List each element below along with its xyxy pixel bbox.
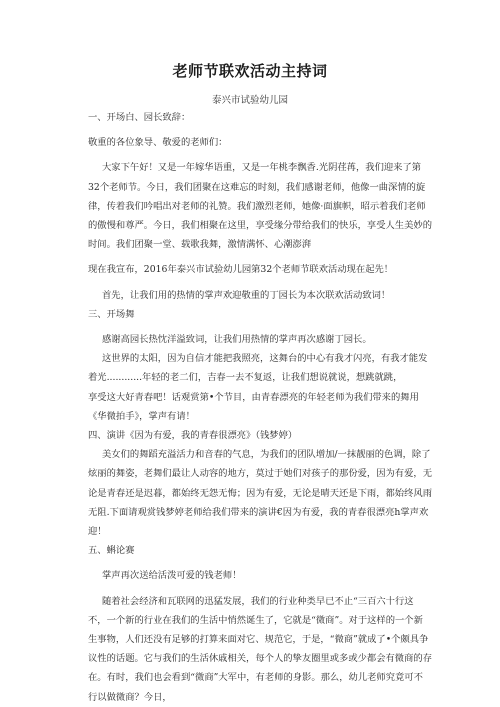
section-heading-opening-dance: 三、开场舞 bbox=[88, 308, 135, 320]
document-body bbox=[88, 108, 432, 707]
paragraph-applause: 掌声再次送给活泼可爱的钱老师！ bbox=[102, 570, 242, 582]
paragraph-welcome-principal: 首先，让我们用的热情的掌声欢迎敬重的丁园长为本次联欢活动致词！ bbox=[102, 289, 391, 301]
section-heading-opening: 一、开场白、园长致辞： bbox=[88, 112, 191, 123]
paragraph-dance-intro: 这世界的太阳，因为自信才能把我照亮，这舞台的中心有我才闪亮，有我才能发着光............年轻的老二们，吉春一去不复返，让我们想说就说，想跳就跳， bbox=[88, 353, 428, 384]
salutation: 敬重的各位象导、敬爱的老师们： bbox=[88, 137, 228, 149]
section-heading-speech: 四、演讲《因为有爱，我的青春很漂亮》（钱梦婷） bbox=[88, 430, 298, 442]
section-heading-debate: 五、蝌论赛 bbox=[88, 545, 135, 557]
paragraph-thanks-principal: 感谢高园长热忱洋溢致词，让我们用热情的掌声再次感谢丁园长。 bbox=[102, 334, 372, 346]
document-title: 老师节联欢活动主持词 bbox=[172, 62, 328, 80]
paragraph-announcement: 现在我宣布，2016年泰兴市试验幼儿园第32个老师节联欢活动现在起先！ bbox=[88, 264, 394, 276]
document-subtitle: 泰兴市试验幼儿园 bbox=[211, 95, 288, 106]
paragraph-debate-intro: 随着社会经济和瓦联网的迅猛发展，我们的行业种类早已不止“三百六十行这不，一个新的行业在我们的生活中悄然诞生了，它就是“微商”。对于这样的一个新生事物，人们还没有足够的打算来面对它、规范它，于是，“微商”就成了•个颇具争议性的话题。它与我们的生活休戚相关，每个人的挚友圈里或多或少都会有微商的存在。有时，我们也会看到“微商”大军中，有老师的身影。那么，幼儿老师究竟可不行以做微商？今日， bbox=[88, 595, 432, 703]
paragraph-dance-invite: 享受这大好青春吧！话观赏第•个节目，由青春漂亮的年轻老师为我们带来的舞用《华微拍手》，掌声有请！ bbox=[88, 391, 419, 422]
paragraph-speech-intro: 美女们的舞蹈充溢活力和音春的气息，为我们的团队增加/一抹靓丽的色调，除了炫丽的舞姿，老舞们最让人动容的地方，莫过于她们对孩子的那份爱，因为有爱，无论是青春还是迟暮，都始终无怨无悔；因为有爱，无论是晴天还是下雨，都始终风雨无阻.下面请观赏钱梦婷老师给我们带来的演讲€因为有爱，我的青春很漂亮h掌声欢迎！ bbox=[88, 449, 432, 538]
paragraph-opening-speech: 大家下午好！又是一年嫁华语重，又是一年桃李飘香.光阴荏苒，我们迎来了第32个老师节。今日，我们团聚在这难忘的时刻，我们感谢老师，他像一曲深情的旋律，传着我们吟唱出对老师的礼赞。我们激烈老师，她像·面旗帜，昭示着我们老师的傲慢和尊严。今日，我们相聚在这里，享受缘分带给我们的快乐，享受人生美妙的时间。我们团聚一堂、载歌我舞，激情满怀、心潮澎湃 bbox=[88, 162, 432, 251]
